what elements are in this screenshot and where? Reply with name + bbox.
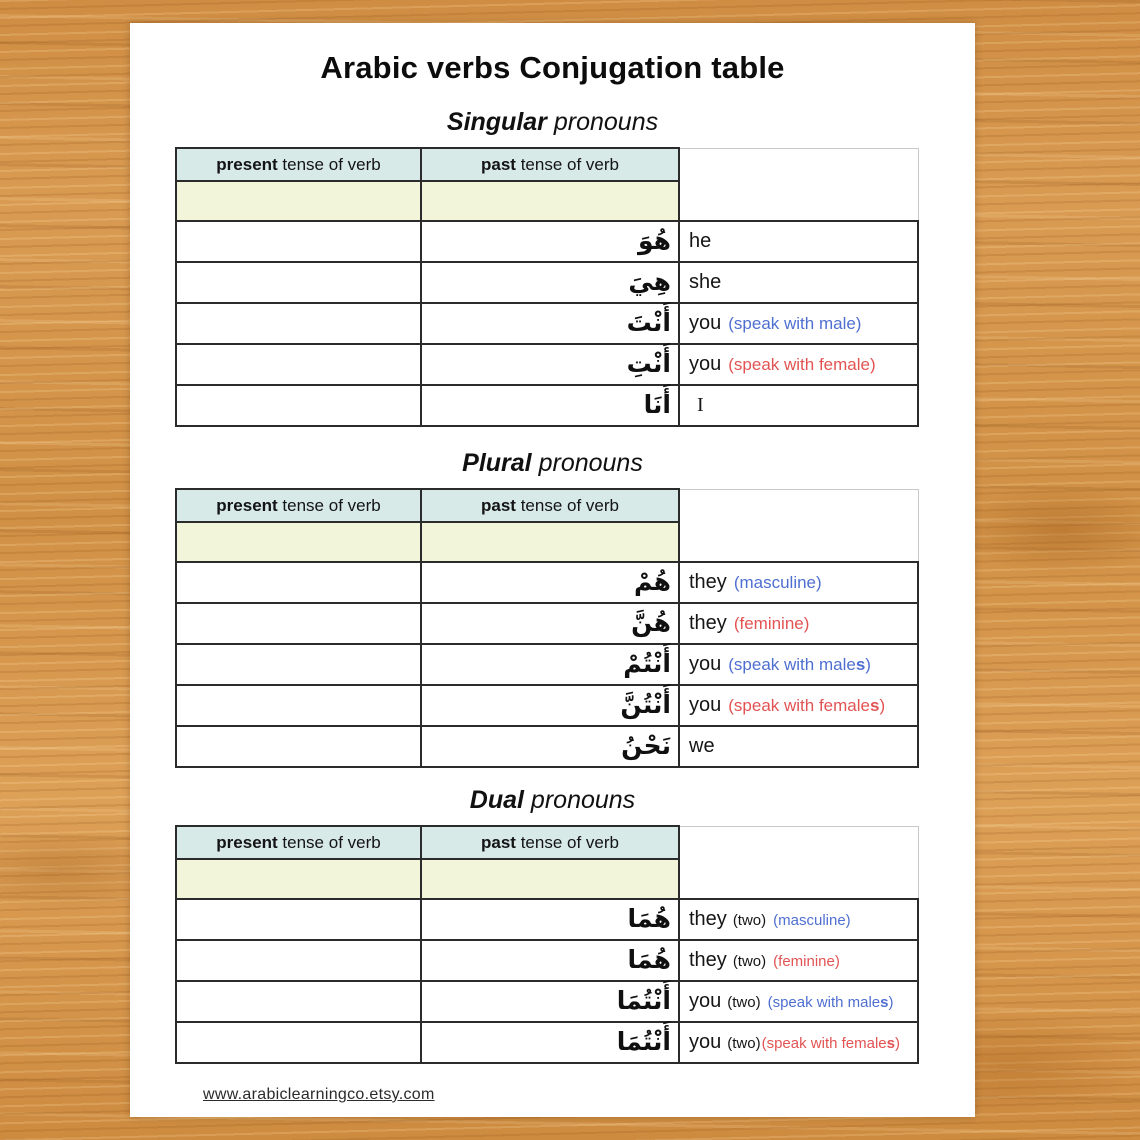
header-row <box>176 826 918 859</box>
english-pronoun-cell <box>679 1022 918 1063</box>
past-tense-header-cell <box>421 826 679 859</box>
present-verb-blank-cell <box>176 344 421 385</box>
present-verb-entry-cell <box>176 181 421 221</box>
singular-conjugation-table <box>175 147 919 427</box>
pronoun-row <box>176 644 918 685</box>
arabic-pronoun-cell: هِيَ <box>421 262 679 303</box>
pronoun-column-spacer <box>679 148 918 221</box>
english-pronoun-cell <box>679 940 918 981</box>
present-verb-blank-cell <box>176 940 421 981</box>
present-verb-blank-cell <box>176 303 421 344</box>
arabic-pronoun-cell: هُوَ <box>421 221 679 262</box>
arabic-pronoun-cell: أَنَا <box>421 385 679 426</box>
english-pronoun: I <box>697 394 704 416</box>
english-pronoun: they <box>689 949 727 971</box>
arabic-pronoun-cell: هُمْ <box>421 562 679 603</box>
dual-conjugation-table <box>175 825 919 1064</box>
english-pronoun: he <box>689 230 712 252</box>
heading-word-singular: Singular <box>446 108 547 136</box>
present-tense-header-cell <box>176 826 421 859</box>
dual-heading <box>130 786 975 815</box>
arabic-pronoun-cell: أَنْتُنَّ <box>421 685 679 726</box>
heading-word-pronouns: pronouns <box>546 108 659 136</box>
pronoun-row <box>176 981 918 1022</box>
plural-section <box>130 449 975 768</box>
past-verb-entry-cell <box>421 522 679 562</box>
pronoun-row <box>176 685 918 726</box>
gender-note: (masculine) <box>733 573 822 592</box>
past-verb-entry-cell <box>421 859 679 899</box>
gender-note: (speak with male) <box>728 314 862 333</box>
english-pronoun-cell <box>679 603 918 644</box>
pronoun-column-spacer <box>679 489 918 562</box>
arabic-pronoun-cell: هُمَا <box>421 940 679 981</box>
header-row <box>176 489 918 522</box>
pronoun-row <box>176 262 918 303</box>
dual-section <box>130 786 975 1064</box>
plural-heading <box>130 449 975 478</box>
present-label: present <box>216 495 278 515</box>
present-verb-blank-cell <box>176 385 421 426</box>
english-pronoun-cell <box>679 344 918 385</box>
plural-conjugation-table <box>175 488 919 768</box>
present-label-rest: tense of verb <box>277 832 381 852</box>
shop-website-link[interactable]: www.arabiclearningco.etsy.com <box>203 1086 435 1103</box>
gender-note: (speak with females) <box>761 1035 900 1052</box>
pronoun-row <box>176 221 918 262</box>
page-title: Arabic verbs Conjugation table <box>320 50 785 85</box>
pronoun-row <box>176 1022 918 1063</box>
english-pronoun-cell <box>679 726 918 767</box>
english-pronoun-cell <box>679 685 918 726</box>
gender-note: (speak with males) <box>767 994 894 1011</box>
gender-note: (feminine) <box>773 953 840 970</box>
arabic-pronoun-cell: أَنْتَ <box>421 303 679 344</box>
english-pronoun-cell <box>679 221 918 262</box>
pronoun-row <box>176 940 918 981</box>
worksheet-page <box>130 23 975 1117</box>
english-pronoun-cell <box>679 981 918 1022</box>
past-label: past <box>481 495 516 515</box>
dual-qualifier: (two) <box>732 912 767 929</box>
gender-note: (speak with female) <box>728 355 876 374</box>
dual-qualifier: (two) <box>727 994 761 1011</box>
english-pronoun: she <box>689 271 722 293</box>
present-verb-blank-cell <box>176 726 421 767</box>
english-pronoun: they <box>689 908 727 930</box>
past-tense-header-cell <box>421 489 679 522</box>
pronoun-row <box>176 603 918 644</box>
pronoun-row <box>176 726 918 767</box>
english-pronoun: they <box>689 571 727 593</box>
english-pronoun: they <box>689 612 727 634</box>
heading-word-pronouns: pronouns <box>531 449 643 477</box>
heading-word-plural: Plural <box>462 449 532 477</box>
present-verb-blank-cell <box>176 221 421 262</box>
past-tense-header-cell <box>421 148 679 181</box>
present-verb-blank-cell <box>176 603 421 644</box>
arabic-pronoun-cell: نَحْنُ <box>421 726 679 767</box>
english-pronoun: you <box>689 653 722 675</box>
pronoun-row <box>176 303 918 344</box>
gender-note: (speak with females) <box>728 696 886 715</box>
english-pronoun-cell <box>679 644 918 685</box>
present-verb-blank-cell <box>176 262 421 303</box>
pronoun-row <box>176 899 918 940</box>
present-verb-blank-cell <box>176 644 421 685</box>
english-pronoun: you <box>689 353 722 375</box>
present-label: present <box>216 832 278 852</box>
past-label-rest: tense of verb <box>515 154 619 174</box>
present-tense-header-cell <box>176 489 421 522</box>
singular-section <box>130 108 975 427</box>
english-pronoun: you <box>689 990 722 1012</box>
present-label: present <box>216 154 278 174</box>
gender-note: (masculine) <box>773 912 851 929</box>
dual-qualifier: (two) <box>727 1035 761 1052</box>
present-tense-header-cell <box>176 148 421 181</box>
present-verb-blank-cell <box>176 899 421 940</box>
header-row <box>176 148 918 181</box>
dual-qualifier: (two) <box>732 953 767 970</box>
english-pronoun: you <box>689 1031 722 1053</box>
english-pronoun-cell <box>679 899 918 940</box>
past-label: past <box>481 832 516 852</box>
past-label-rest: tense of verb <box>515 832 619 852</box>
present-label-rest: tense of verb <box>277 154 381 174</box>
arabic-pronoun-cell: أَنْتُمَا <box>421 981 679 1022</box>
english-pronoun: you <box>689 694 722 716</box>
arabic-pronoun-cell: هُمَا <box>421 899 679 940</box>
pronoun-row <box>176 344 918 385</box>
present-verb-blank-cell <box>176 562 421 603</box>
heading-word-pronouns: pronouns <box>523 786 636 814</box>
past-label-rest: tense of verb <box>515 495 619 515</box>
heading-word-dual: Dual <box>469 786 524 814</box>
english-pronoun: you <box>689 312 722 334</box>
gender-note: (speak with males) <box>728 655 871 674</box>
present-verb-blank-cell <box>176 685 421 726</box>
arabic-pronoun-cell: أَنْتِ <box>421 344 679 385</box>
arabic-pronoun-cell: أَنْتُمَا <box>421 1022 679 1063</box>
singular-heading <box>130 108 975 137</box>
pronoun-row <box>176 562 918 603</box>
pronoun-row <box>176 385 918 426</box>
arabic-pronoun-cell: أَنْتُمْ <box>421 644 679 685</box>
past-verb-entry-cell <box>421 181 679 221</box>
present-label-rest: tense of verb <box>277 495 381 515</box>
english-pronoun-cell <box>679 385 918 426</box>
english-pronoun-cell <box>679 303 918 344</box>
gender-note: (feminine) <box>733 614 810 633</box>
past-label: past <box>481 154 516 174</box>
present-verb-blank-cell <box>176 981 421 1022</box>
arabic-pronoun-cell: هُنَّ <box>421 603 679 644</box>
present-verb-entry-cell <box>176 859 421 899</box>
english-pronoun-cell <box>679 562 918 603</box>
present-verb-blank-cell <box>176 1022 421 1063</box>
english-pronoun: we <box>689 735 715 757</box>
present-verb-entry-cell <box>176 522 421 562</box>
pronoun-column-spacer <box>679 826 918 899</box>
english-pronoun-cell <box>679 262 918 303</box>
